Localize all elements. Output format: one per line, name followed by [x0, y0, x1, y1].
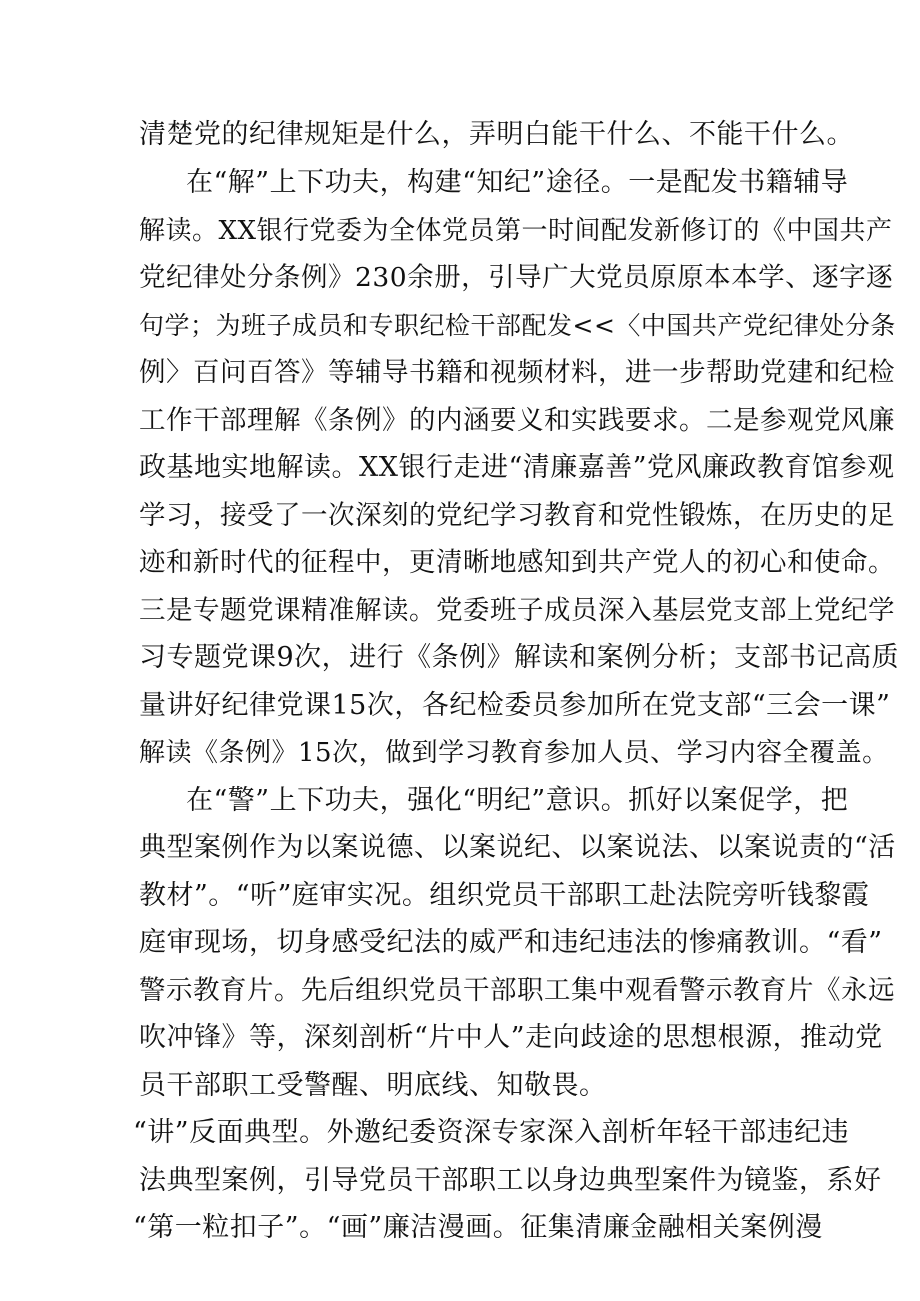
- text-line: 庭审现场，切身感受纪法的威严和违纪违法的惨痛教训。“看”: [139, 927, 883, 958]
- text-line: 警示教育片。先后组织党员干部职工集中观看警示教育片《永远: [139, 975, 895, 1006]
- text-line: 句学；为班子成员和专职纪检干部配发<<〈中国共产党纪律处分条: [139, 311, 896, 340]
- text-line: 法典型案例，引导党员干部职工以身边典型案件为镜鉴，系好: [139, 1165, 882, 1196]
- text-line: 学习，接受了一次深刻的党纪学习教育和党性锻炼，在历史的足: [139, 500, 895, 531]
- text-line: 吹冲锋》等，深刻剖析“片中人”走向歧途的思想根源，推动党: [139, 1022, 883, 1053]
- text-line: 典型案例作为以案说德、以案说纪、以案说法、以案说责的“活: [139, 832, 896, 863]
- paragraph-start-line: 在“解”上下功夫，构建“知纪”途径。一是配发书籍辅导: [186, 167, 849, 198]
- text-line: 例〉百问百答》等辅导书籍和视频材料，进一步帮助党建和纪检: [139, 357, 895, 388]
- text-line: 党纪律处分条例》230余册，引导广大党员原原本本学、逐字逐: [139, 262, 894, 293]
- text-line: 解读。XX银行党委为全体党员第一时间配发新修订的《中国共产: [139, 216, 893, 246]
- text-line: 教材”。“听”庭审实况。组织党员干部职工赴法院旁听钱黎霞: [139, 880, 870, 911]
- paragraph-start-line: 在“警”上下功夫，强化“明纪”意识。抓好以案促学，把: [186, 785, 849, 816]
- text-line: 迹和新时代的征程中，更清晰地感知到共产党人的初心和使命。: [139, 547, 895, 578]
- text-line: 习专题党课9次，进行《条例》解读和案例分析；支部书记高质: [139, 642, 900, 673]
- text-line: “第一粒扣子”。“画”廉洁漫画。征集清廉金融相关案例漫: [133, 1212, 823, 1243]
- text-line: 清楚党的纪律规矩是什么，弄明白能干什么、不能干什么。: [139, 119, 854, 150]
- text-line: 三是专题党课精准解读。党委班子成员深入基层党支部上党纪学: [139, 595, 895, 626]
- text-line: 解读《条例》15次，做到学习教育参加人员、学习内容全覆盖。: [139, 738, 889, 768]
- text-line: 政基地实地解读。XX银行走进“清廉嘉善”党风廉政教育馆参观: [139, 452, 895, 483]
- text-line: 量讲好纪律党课15次，各纪检委员参加所在党支部“三会一课”: [139, 690, 891, 721]
- text-line: 工作干部理解《条例》的内涵要义和实践要求。二是参观党风廉: [139, 405, 895, 436]
- text-line: 员干部职工受警醒、明底线、知敬畏。: [139, 1070, 607, 1101]
- text-line: “讲”反面典型。外邀纪委资深专家深入剖析年轻干部违纪违: [133, 1117, 850, 1148]
